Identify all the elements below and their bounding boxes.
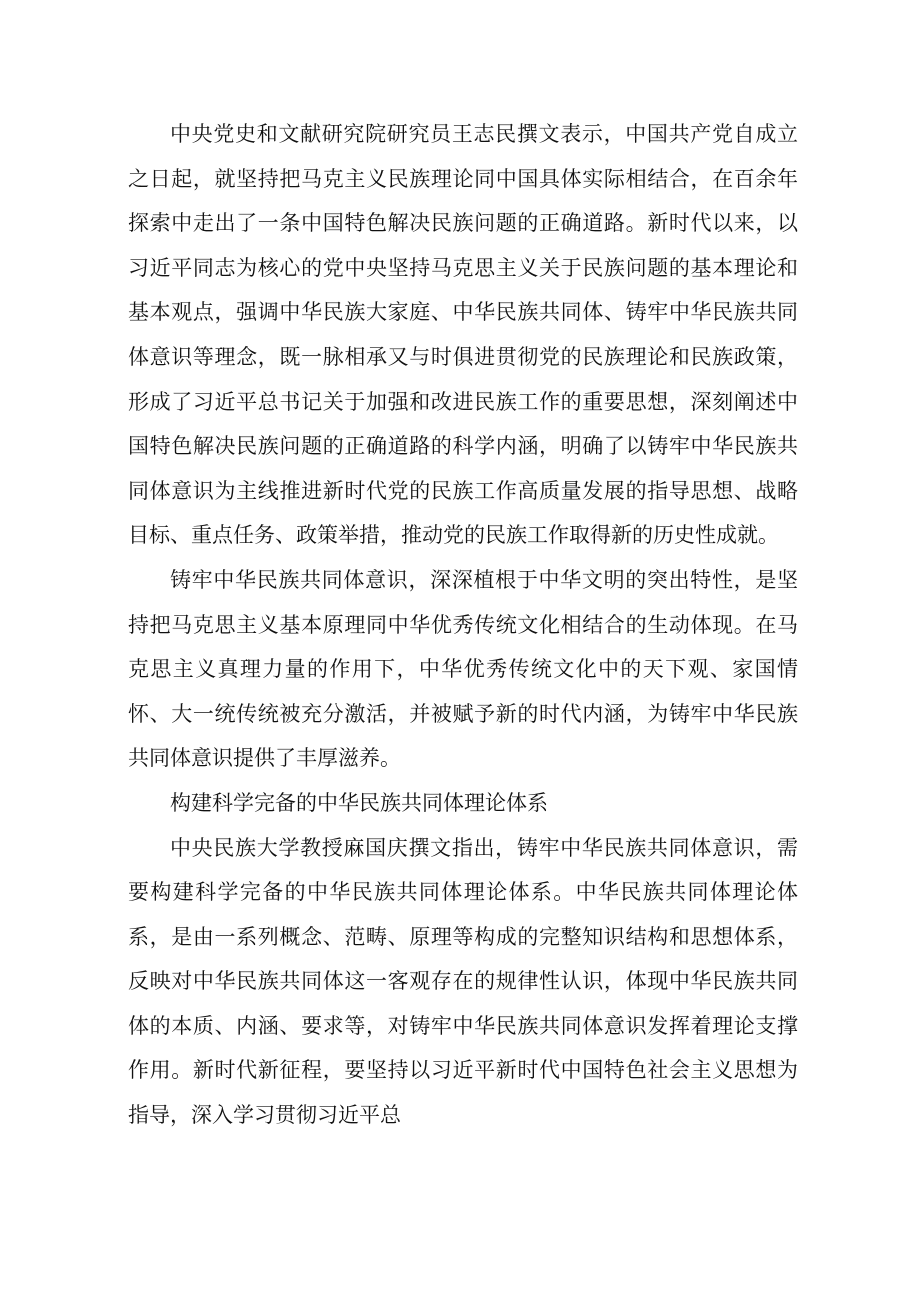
- paragraph-wang-zhimin: 中央党史和文献研究院研究员王志民撰文表示，中国共产党自成立之日起，就坚持把马克主义民族理论同中国具体实际相结合，在百余年探索中走出了一条中国特色解决民族问题的正确道路。新时代以来，以习近平同志为核心的党中央坚持马克思主义关于民族问题的基本理论和基本观点，强调中华民族大家庭、中华民族共同体、铸牢中华民族共同体意识等理念，既一脉相承又与时俱进贯彻党的民族理论和民族政策，形成了习近平总书记关于加强和改进民族工作的重要思想，深刻阐述中国特色解决民族问题的正确道路的科学内涵，明确了以铸牢中华民族共同体意识为主线推进新时代党的民族工作高质量发展的指导思想、战略目标、重点任务、政策举措，推动党的民族工作取得新的历史性成就。: [128, 122, 798, 548]
- paragraph-cultural-roots: 铸牢中华民族共同体意识，深深植根于中华文明的突出特性，是坚持把马克思主义基本原理同中华优秀传统文化相结合的生动体现。在马克思主义真理力量的作用下，中华优秀传统文化中的天下观、家国情怀、大一统传统被充分激活，并被赋予新的时代内涵，为铸牢中华民族共同体意识提供了丰厚滋养。: [128, 567, 798, 771]
- document-body: [128, 112, 798, 1138]
- section-heading: 构建科学完备的中华民族共同体理论体系: [170, 790, 548, 815]
- paragraph-ma-guoqing: 中央民族大学教授麻国庆撰文指出，铸牢中华民族共同体意识，需要构建科学完备的中华民族共同体理论体系。中华民族共同体理论体系，是由一系列概念、范畴、原理等构成的完整知识结构和思想体系，反映对中华民族共同体这一客观存在的规律性认识，体现中华民族共同体的本质、内涵、要求等，对铸牢中华民族共同体意识发挥着理论支撑作用。新时代新征程，要坚持以习近平新时代中国特色社会主义思想为指导，深入学习贯彻习近平总: [128, 835, 798, 1128]
